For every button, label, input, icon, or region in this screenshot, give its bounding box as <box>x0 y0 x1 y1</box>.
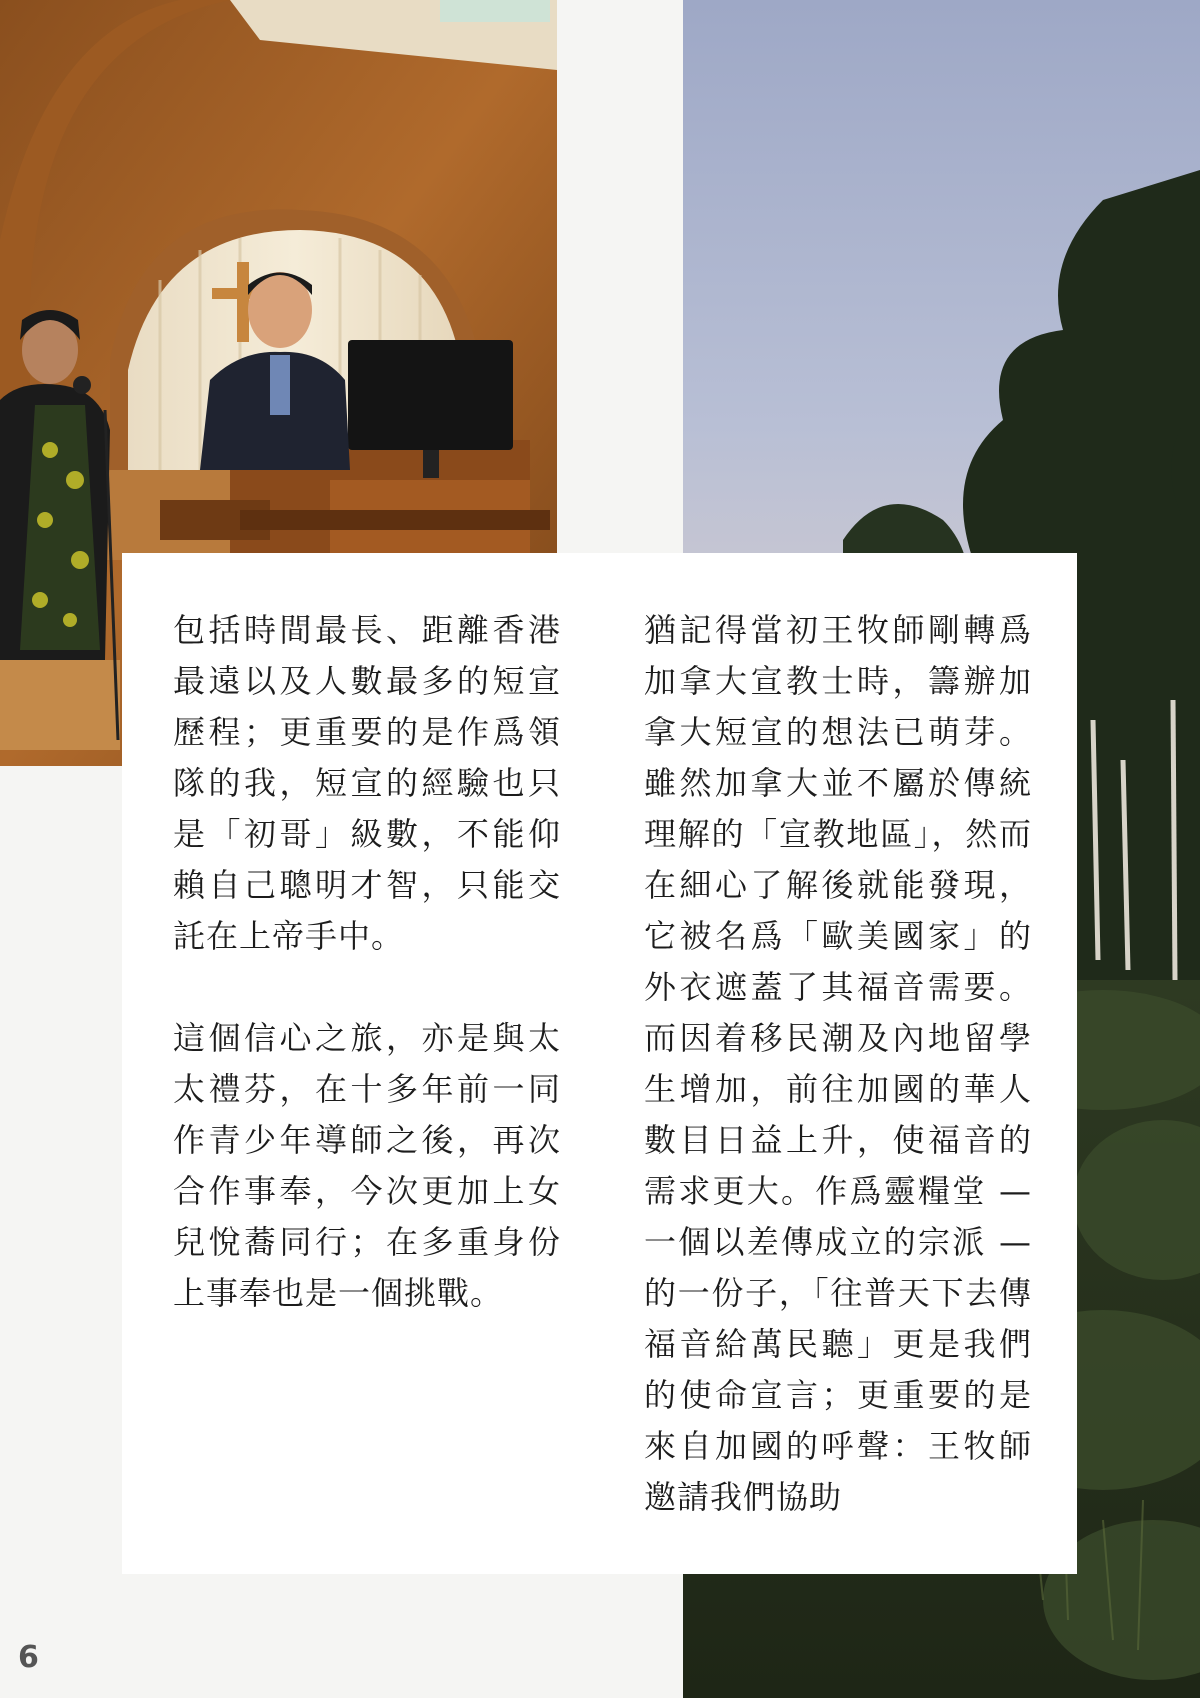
article-right-column <box>644 605 1032 1523</box>
article-paragraph: 包括時間最長、距離香港最遠以及人數最多的短宣歷程；更重要的是作爲領隊的我，短宣的經驗也只是「初哥」級數，不能仰賴自己聰明才智，只能交託在上帝手中。 <box>173 611 561 955</box>
article-left-column <box>173 605 561 1319</box>
article-paragraph: 猶記得當初王牧師剛轉爲加拿大宣教士時，籌辦加拿大短宣的想法已萌芽。雖然加拿大並不屬於傳統理解的「宣教地區」，然而在細心了解後就能發現，它被名爲「歐美國家」的外衣遮蓋了其福音需要。而因着移民潮及內地留學生增加，前往加國的華人數目日益上升，使福音的需求更大。作爲靈糧堂 — 一個以差傳成立的宗派 — 的一份子，「往普天下去傳福音給萬民聽」更是我們的使命宣言；更重要的是來自加國的呼聲：王牧師邀請我們協助 <box>644 611 1032 1516</box>
article-paragraph: 這個信心之旅，亦是與太太禮芬，在十多年前一同作青少年導師之後，再次合作事奉，今次更加上女兒悅蕎同行；在多重身份上事奉也是一個挑戰。 <box>173 1019 561 1312</box>
article-text-panel <box>122 553 1077 1574</box>
page-number: 6 <box>18 1640 39 1675</box>
